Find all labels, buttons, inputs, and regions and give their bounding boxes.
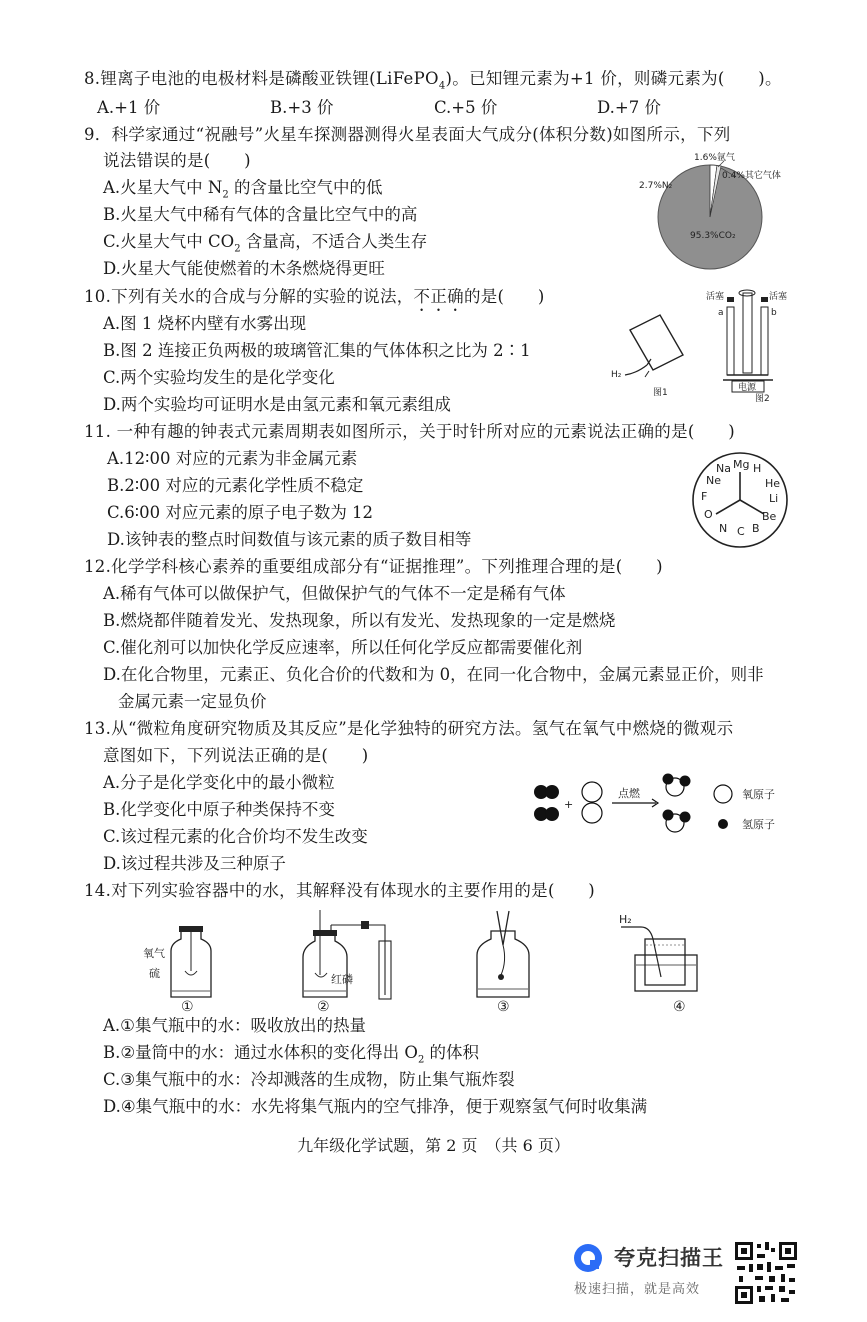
q14-option-b: B.②量筒中的水：通过水体积的变化得出 $O_2$ 的体积 xyxy=(103,1043,480,1066)
apparatus-1-oxygen-label: 氧气 xyxy=(143,947,165,960)
q14-apparatus-figures xyxy=(135,905,735,1015)
q10-option-c: C.两个实验均发生的是化学变化 xyxy=(103,368,335,387)
reactant-o2-molecule xyxy=(582,782,602,823)
q14-stem: 14.对下列实验容器中的水，其解释没有体现水的主要作用的是( ) xyxy=(84,881,596,900)
pie-label-other: 0.4%其它气体 xyxy=(722,171,781,181)
figure-2-label-a: a xyxy=(718,308,724,318)
clock-n: N xyxy=(719,522,728,535)
apparatus-2-red-phosphorus-label: 红磷 xyxy=(331,973,353,986)
q11-option-a: A.12∶00 对应的元素为非金属元素 xyxy=(107,449,358,468)
water-experiment-figures xyxy=(605,285,805,405)
figure-1-caption: 图1 xyxy=(653,388,668,398)
q9-option-a: A.火星大气中 $N_2$ 的含量比空气中的低 xyxy=(103,178,383,201)
legend-hydrogen-icon xyxy=(718,819,728,829)
q14-option-a: A.①集气瓶中的水：吸收放出的热量 xyxy=(103,1016,366,1035)
apparatus-1-sulfur-label: 硫 xyxy=(149,967,160,980)
q9-option-b: B.火星大气中稀有气体的含量比空气中的高 xyxy=(103,205,418,224)
q13-stem-line2: 意图如下，下列说法正确的是( ) xyxy=(103,746,369,765)
q11-option-d: D.该钟表的整点时间数值与该元素的质子数目相等 xyxy=(107,530,472,549)
q10-stem: 10.下列有关水的合成与分解的实验的说法，不正确的是( ) xyxy=(84,287,545,306)
clock-f: F xyxy=(701,490,708,503)
q12-option-b: B.燃烧都伴随着发光、发热现象，所以有发光、发热现象的一定是燃烧 xyxy=(103,611,616,630)
q11-stem: 11. 一种有趣的钟表式元素周期表如图所示，关于时针所对应的元素说法正确的是( ) xyxy=(84,422,735,441)
h2-o2-combustion-diagram xyxy=(530,770,810,850)
q9-option-d: D.火星大气能使燃着的木条燃烧得更旺 xyxy=(103,259,385,278)
figure-2-caption: 图2 xyxy=(755,394,770,404)
figure-1-h2-label: H₂ xyxy=(611,370,622,380)
reactant-h2-molecules xyxy=(534,785,559,821)
clock-c: C xyxy=(737,525,745,538)
q12-option-a: A.稀有气体可以做保护气，但做保护气的气体不一定是稀有气体 xyxy=(103,584,566,603)
scanner-app-name: 夸克扫描王 xyxy=(614,1246,724,1270)
qr-code-icon xyxy=(733,1240,799,1306)
q12-option-c: C.催化剂可以加快化学反应速率，所以任何化学反应都需要催化剂 xyxy=(103,638,583,657)
mars-atmosphere-pie-chart xyxy=(632,145,802,270)
apparatus-3-number: ③ xyxy=(497,999,510,1015)
apparatus-4-h2-label: H₂ xyxy=(619,913,632,926)
q13-option-a: A.分子是化学变化中的最小微粒 xyxy=(103,773,335,792)
q13-stem-line1: 13.从“微粒角度研究物质及其反应”是化学独特的研究方法。氢气在氧气中燃烧的微观示 xyxy=(84,719,734,738)
q8-option-a: A.+1 价 xyxy=(97,98,161,117)
clock-li: Li xyxy=(769,492,779,505)
q13-option-c: C.该过程元素的化合价均不发生改变 xyxy=(103,827,368,846)
scanner-slogan: 极速扫描，就是高效 xyxy=(574,1282,701,1297)
q11-option-c: C.6∶00 对应元素的原子电子数为 12 xyxy=(107,503,374,522)
reaction-condition: 点燃 xyxy=(618,787,640,800)
q10-option-b: B.图 2 连接正负两极的玻璃管汇集的气体体积之比为 2∶1 xyxy=(103,341,531,360)
scanner-watermark xyxy=(572,1240,732,1296)
clock-h: H xyxy=(753,462,762,475)
apparatus-4-number: ④ xyxy=(673,999,686,1015)
legend-oxygen-label: 氧原子 xyxy=(742,788,775,801)
clock-na: Na xyxy=(716,462,731,475)
figure-1-beaker xyxy=(611,315,683,398)
clock-o: O xyxy=(704,508,713,521)
q8-stem: 8.锂离子电池的电极材料是磷酸亚铁锂(LiFePO$_4$)。已知锂元素为+1 价，则磷元素为( )。 xyxy=(84,69,782,92)
q14-option-c: C.③集气瓶中的水：冷却溅落的生成物，防止集气瓶炸裂 xyxy=(103,1070,515,1089)
q11-option-b: B.2∶00 对应的元素化学性质不稳定 xyxy=(107,476,364,495)
q9-stem-line1: 9．科学家通过“祝融号”火星车探测器测得火星表面大气成分(体积分数)如图所示，下列 xyxy=(84,125,731,144)
apparatus-2-number: ② xyxy=(317,999,330,1015)
clock-b: B xyxy=(752,522,760,535)
element-clock-figure xyxy=(690,450,790,550)
legend-oxygen-icon xyxy=(714,785,732,803)
q12-option-d-line1: D.在化合物里，元素正、负化合价的代数和为 0，在同一化合物中，金属元素显正价，则非 xyxy=(103,665,764,684)
product-h2o-molecules xyxy=(663,774,691,833)
q8-option-c: C.+5 价 xyxy=(434,98,498,117)
figure-2-electrolysis xyxy=(706,290,787,404)
q10-option-a: A.图 1 烧杯内壁有水雾出现 xyxy=(103,314,307,333)
q9-stem-line2: 说法错误的是( ) xyxy=(103,151,251,170)
q12-option-d-line2: 金属元素一定显负价 xyxy=(118,692,267,711)
q8-option-d: D.+7 价 xyxy=(597,98,661,117)
clock-be: Be xyxy=(762,510,777,523)
page-footer: 九年级化学试题，第 2 页 （共 6 页） xyxy=(297,1136,570,1155)
pie-label-argon: 1.6%氩气 xyxy=(694,153,735,163)
pie-label-n2: 2.7%N₂ xyxy=(639,181,673,191)
apparatus-1-number: ① xyxy=(181,999,194,1015)
q13-option-b: B.化学变化中原子种类保持不变 xyxy=(103,800,335,819)
clock-ne: Ne xyxy=(706,474,721,487)
plus-sign: + xyxy=(564,798,574,811)
q8-option-b: B.+3 价 xyxy=(270,98,334,117)
clock-mg: Mg xyxy=(733,458,750,471)
apparatus-3-iron-burning xyxy=(477,911,529,1015)
q9-option-c: C.火星大气中 $CO_2$ 含量高，不适合人类生存 xyxy=(103,232,428,255)
clock-hour-hand xyxy=(740,500,764,514)
clock-he: He xyxy=(765,477,781,490)
q10-option-d: D.两个实验均可证明水是由氢元素和氧元素组成 xyxy=(103,395,451,414)
q12-stem: 12.化学学科核心素养的重要组成部分有“证据推理”。下列推理合理的是( ) xyxy=(84,557,663,576)
q13-option-d: D.该过程共涉及三种原子 xyxy=(103,854,286,873)
legend-hydrogen-label: 氢原子 xyxy=(742,818,775,831)
scanner-logo-icon xyxy=(572,1242,604,1274)
apparatus-4-h2-collection xyxy=(619,913,697,1015)
pie-label-co2: 95.3%CO₂ xyxy=(690,231,736,241)
figure-2-valve-left: 活塞 xyxy=(706,292,725,302)
apparatus-1-sulfur-burning xyxy=(143,926,211,1015)
figure-2-label-b: b xyxy=(771,308,777,318)
q14-option-d: D.④集气瓶中的水：水先将集气瓶内的空气排净，便于观察氢气何时收集满 xyxy=(103,1097,648,1116)
apparatus-2-red-phosphorus xyxy=(303,910,391,1015)
figure-2-valve-right: 活塞 xyxy=(769,292,788,302)
figure-2-power: 电源 xyxy=(738,383,757,393)
